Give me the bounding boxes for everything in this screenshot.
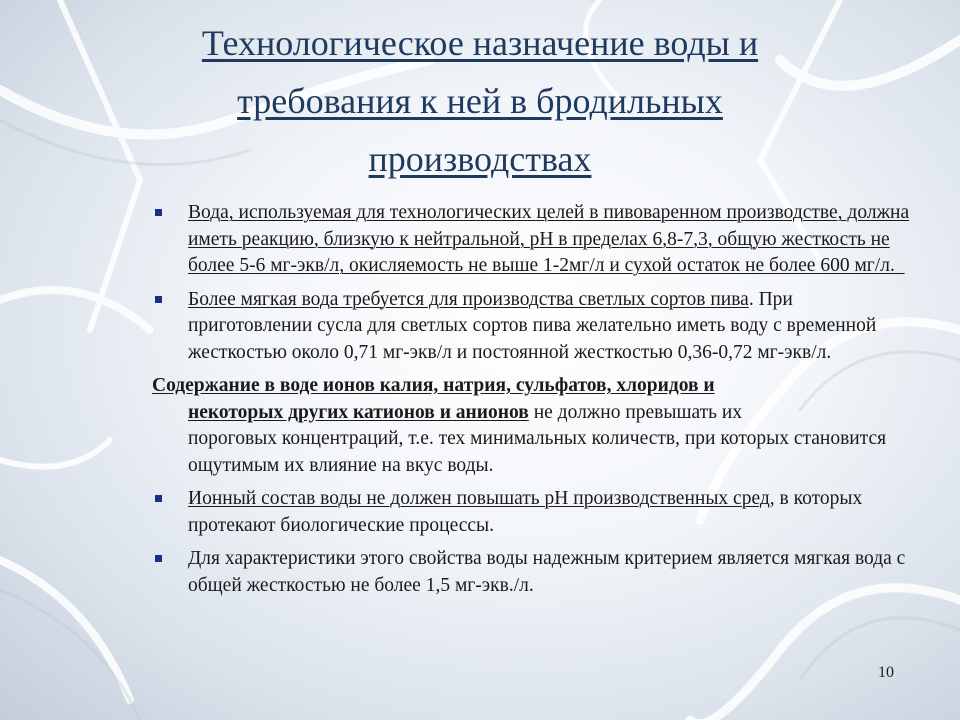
page-number: 10 [878,664,894,681]
square-bullet-icon [155,296,162,303]
title-line-1: Технологическое назначение воды и [201,23,759,63]
bullet-2-underlined: Более мягкая вода требуется для производства светлых сортов пива [188,288,749,310]
bullet-item-2 [152,287,922,367]
title-line-3: производствах [368,139,592,179]
title-line-2: требования к ней в бродильных [237,81,723,121]
paragraph-ions [152,373,922,479]
bullet-2-rest: . При приготовлении сусла для светлых сортов пива желательно иметь воду с временной жесткостью около 0,71 мг-экв/л и постоянной жесткостью 0,36-0,72 мг-экв/л. [188,288,877,363]
para-3-bold-line-2: некоторых других катионов и анионов [188,401,529,423]
bullet-item-4 [152,486,922,539]
para-3-continuation: пороговых концентраций, т.е. тех минимальных количеств, при которых становится ощутимым их влияние на вкус воды. [188,428,887,476]
bullet-item-1 [152,200,922,280]
bullet-1-text: Вода, используемая для технологических целей в пивоваренном производстве, должна иметь реакцию, близкую к нейтральной, рН в пределах 6,8-7,3, общую жесткость не более 5-6 мг-экв/л, окисляемость не выше 1-2мг/л и сухой остаток не более 600 мг/л. [188,202,910,276]
para-3-rest-line-2: не должно превышать их [528,401,743,423]
bullet-item-5 [152,546,922,599]
bullet-1-tail [895,255,905,276]
bullet-4-rest: , в которых протекают биологические процессы. [188,488,863,536]
square-bullet-icon [155,209,162,216]
slide-content [152,200,922,606]
para-3-bold-line-1: Содержание в воде ионов калия, натрия, сульфатов, хлоридов и [152,375,715,396]
bullet-5-text: Для характеристики этого свойства воды надежным критерием является мягкая вода с общей жесткостью не более 1,5 мг-экв./л. [188,548,906,596]
bullet-4-underlined: Ионный состав воды не должен повышать рН производственных сред [188,488,770,509]
slide-title [110,14,850,188]
square-bullet-icon [155,495,162,502]
square-bullet-icon [155,555,162,562]
